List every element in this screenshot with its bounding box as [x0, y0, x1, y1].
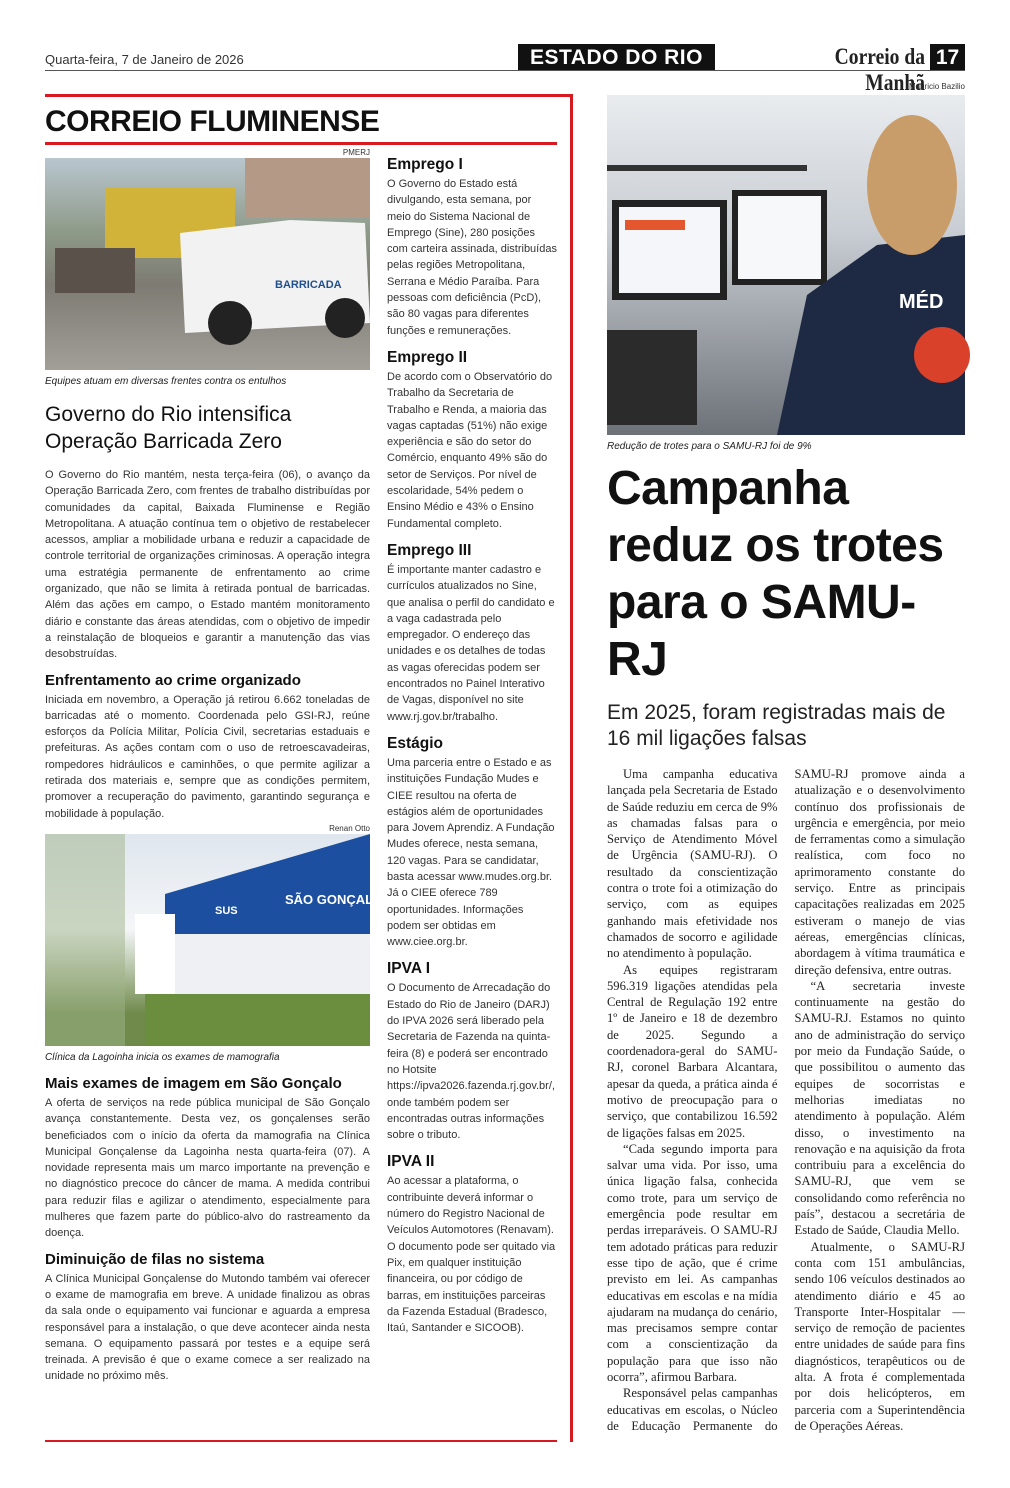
story-subhead: Diminuição de filas no sistema — [45, 1250, 265, 1268]
story-body: A oferta de serviços na rede pública municipal de São Gonçalo avança constantemente. Desta vez, os gonçalenses serão beneficiados com o início da oferta da mamografia na Clínica Municipal Gonçalense da Lagoinha nesta quarta-feira (07). A novidade representa mais um marco importante na prevenção e no diagnóstico precoce do câncer de mama. A medida contribui para reduzir filas e agilizar o atendimento, especialmente para mulheres que fazem parte do público-alvo do rastreamento da doença. — [45, 1096, 370, 1240]
article-paragraph: Atualmente, o SAMU-RJ conta com 151 ambulâncias, sendo 106 veículos destinados ao atendimento diário e 45 ao Transporte Inter-Hospitalar — serviço de remoção de pacientes entre unidades de saúde para fins diagnósticos, terapêuticos ou de alta. A frota é complementada por dois helicópteros, em parceria com a Superintendência de Operações Aéreas. — [794, 1239, 965, 1433]
photo-credit: Renan Otto — [329, 823, 370, 833]
barricade-removal-photo — [45, 158, 370, 370]
note-ipva-1 — [387, 960, 557, 1143]
note-emprego-2 — [387, 349, 557, 532]
clinic-photo — [45, 834, 384, 1046]
note-title: Estágio — [387, 734, 443, 752]
page-number: 17 — [930, 44, 965, 70]
issue-date: Quarta-feira, 7 de Janeiro de 2026 — [45, 52, 244, 67]
column-title-rule — [45, 142, 557, 145]
main-story — [607, 82, 965, 1434]
article-paragraph: As equipes registraram 596.319 ligações atendidas pela Central de Regulação 192 entre 1º de Janeiro e 18 de dezembro de 2025. Segundo a coordenadora-geral do SAMU-RJ, coronel Barbara Alcantara, apesar da queda, a prática ainda é motivo de preocupação para o serviço, que contabilizou 16.592 de ligações falsas em 2025. — [607, 962, 778, 1140]
column-title: CORREIO FLUMINENSE — [45, 105, 380, 138]
story-headline: Governo do Rio intensifica Operação Barricada Zero — [45, 403, 292, 453]
note-emprego-1 — [387, 156, 557, 339]
photo-caption: Redução de trotes para o SAMU-RJ foi de 9% — [607, 441, 812, 452]
masthead-logo: Correio da Manhã — [834, 44, 925, 95]
note-text: Uma parceria entre o Estado e as instituições Fundação Mudes e CIEE resultou na oferta de estágios além de oportunidades para Jovem Aprendiz. A Fundação Mudes oferece, nesta semana, 120 vagas. Para se candidatar, basta acessar www.mudes.org.br. Já o CIEE oferece 789 oportunidades. Informações podem ser obtidas em www.ciee.org.br. — [387, 756, 555, 949]
photo-caption: Clínica da Lagoinha inicia os exames de mamografia — [45, 1051, 280, 1063]
story-body: O Governo do Rio mantém, nesta terça-feira (06), o avanço da Operação Barricada Zero, com frentes de trabalho distribuídas por comunidades da capital, Baixada Fluminense e Região Metropolitana. A atuação contínua tem o objetivo de restabelecer acessos, ampliar a mobilidade urbana e reduzir a capacidade de controle territorial de organizações criminosas. A operação integra uma estratégia permanente de enfrentamento ao crime organizado, que não se limita à retirada pontual de barricadas. Além das ações em campo, o Estado mantém monitoramento diário e constante das áreas atendidas, com o objetivo de impedir a reinstalação de bloqueios e garantir a manutenção das vias desobstruídas. — [45, 469, 370, 661]
column-frame-top — [45, 94, 573, 97]
note-title: Emprego I — [387, 156, 463, 173]
svg-text:SUS: SUS — [215, 904, 238, 917]
notes-column — [387, 156, 557, 1336]
column-frame-right — [570, 94, 573, 1442]
note-ipva-2 — [387, 1153, 557, 1336]
note-estagio — [387, 735, 557, 951]
svg-text:SÃO GONÇALO: SÃO GONÇALO — [285, 891, 384, 907]
note-title: Emprego II — [387, 348, 468, 366]
column-frame-bottom — [45, 1440, 557, 1442]
note-text: É importante manter cadastro e currículos atualizados no Sine, que analisa o perfil do candidato e a vaga cadastrada pelo empregador. O endereço das unidades e os detalhes de todas as vagas oferecidas podem ser encontrados no Painel Interativo de Vagas, disponível no site www.rj.gov.br/trabalho. — [387, 563, 555, 723]
article-paragraph: Uma campanha educativa lançada pela Secretaria de Estado de Saúde reduziu em cerca de 9% as chamadas falsas para o Serviço de Atendimento Móvel de Urgência (SAMU-RJ). O resultado da conscientização contra o trote foi a otimização do serviço, com as equipes ganhando mais efetividade nos chamados de socorro e agilidade no atendimento à população. — [607, 767, 778, 961]
main-article-body — [607, 766, 965, 1434]
note-text: O Governo do Estado está divulgando, esta semana, por meio do Sistema Nacional de Emprego (Sine), 280 posições com carteira assinada, distribuídas pelas regiões Metropolitana, Serrana e Médio Paraíba. Para pessoas com deficiência (PcD), são 80 vagas para diferentes funções e remunerações. — [387, 178, 557, 337]
note-title: IPVA I — [387, 960, 431, 978]
samu-operator-photo — [607, 95, 965, 435]
photo-illustration — [45, 158, 370, 370]
story-body-2: Iniciada em novembro, a Operação já retirou 6.662 toneladas de barricadas até o momento. Coordenada pelo GSI-RJ, reúne esforços da Polícia Militar, Polícia Civil, secretarias estaduais e prefeituras. As ações contam com o uso de retroescavadeiras, rompedores hidráulicos e caminhões, o que permite agilizar a retirada dos materiais e, sempre que as condições permitem, promover a recuperação do pavimento, garantindo segurança e mobilidade à população. — [45, 693, 370, 820]
story-subhead: Mais exames de imagem em São Gonçalo — [45, 1074, 342, 1092]
photo-illustration — [45, 834, 384, 1046]
left-column — [45, 148, 384, 1385]
photo-illustration — [607, 95, 965, 435]
svg-text:MÉD: MÉD — [899, 291, 944, 313]
story-body-2: A Clínica Municipal Gonçalense do Mutondo também vai oferecer o exame de mamografia em breve. A unidade finalizou as obras da sala onde o equipamento vai funcionar e aguarda a empresa responsável para a instalação, o que deve acontecer ainda nesta semana. O equipamento passará por testes e a equipe será treinada. A previsão é que o exame comece a ser realizado na unidade no próximo mês. — [45, 1272, 370, 1383]
photo-credit: PMERJ — [342, 148, 370, 157]
note-text: De acordo com o Observatório do Trabalho da Secretaria de Trabalho e Renda, a maioria das vagas captadas (51%) não exige experiência e são do setor do Comércio, enquanto 49% são do setor de Serviços. Por nível de escolaridade, 54% pedem o Ensino Médio e 43% o Ensino Fundamental completo. — [387, 370, 553, 530]
main-subtitle: Em 2025, foram registradas mais de 16 mil ligações falsas — [607, 701, 946, 750]
photo-credit: Mauricio Bazilio — [908, 82, 965, 91]
section-label: ESTADO DO RIO — [518, 44, 715, 70]
story-subhead: Enfrentamento ao crime organizado — [45, 671, 301, 689]
main-headline: Campanha reduz os trotes para o SAMU-RJ — [607, 462, 944, 686]
article-paragraph: “Cada segundo importa para salvar uma vida. Por isso, uma única ligação falsa, conhecida como trote, para um serviço de emergência pode resultar em perdas irreparáveis. O SAMU-RJ tem adotado práticas para reduzir esse tipo de ação, que é crime previsto em lei. As campanhas educativas em escolas e na mídia ajudaram na mudança do cenário, mas precisamos sempre contar com a conscientização da população para que isso não ocorra”, afirmou Barbara. — [607, 1141, 778, 1384]
note-text: O Documento de Arrecadação do Estado do Rio de Janeiro (DARJ) do IPVA 2026 será liberado pela Secretaria de Fazenda na quinta-feira (8) e poderá ser encontrado no Hotsite https://ipva2026.fazenda.rj.gov.br/, onde também podem ser encontradas outras informações sobre o tributo. — [387, 982, 555, 1142]
note-text: Ao acessar a plataforma, o contribuinte deverá informar o número do Registro Nacional de Veículos Automotores (Renavam). O documento pode ser quitado via Pix, em qualquer instituição financeira, ou por código de barras, em instituições parceiras da Fazenda Estadual (Bradesco, Itaú, Santander e SICOOB). — [387, 1175, 556, 1335]
article-paragraph: Responsável pelas campanhas educativas em escolas, o Núcleo de Educação Permanente do SAMU-RJ promove ainda a atualização e o desenvolvimento contínuo dos profissionais de urgência e emergência, por meio de ferramentas como a simulação realística, com foco no aprimoramento constante do serviço. Entre as principais capacitações realizadas em 2025 estiveram o manejo de vias aéreas, emergências clínicas, abordagem à vítima traumática e direção defensiva, entre outras. — [607, 767, 965, 1433]
article-paragraph: “A secretaria investe continuamente na gestão do SAMU-RJ. Estamos no quinto ano de administração do serviço por meio da Fundação Saúde, o que possibilitou o aumento das equipes de socorristas e melhorias imediatas no atendimento à população. Além disso, o investimento na renovação e na aquisição da frota contribuiu para a excelência do SAMU-RJ, que vem se consolidando como referência no país”, destacou a secretária de Estado de Saúde, Claudia Mello. — [794, 978, 965, 1238]
svg-text:BARRICADA: BARRICADA — [275, 279, 342, 291]
note-title: Emprego III — [387, 541, 472, 559]
note-emprego-3 — [387, 542, 557, 725]
note-title: IPVA II — [387, 1153, 435, 1171]
photo-caption: Equipes atuam em diversas frentes contra os entulhos — [45, 376, 287, 387]
